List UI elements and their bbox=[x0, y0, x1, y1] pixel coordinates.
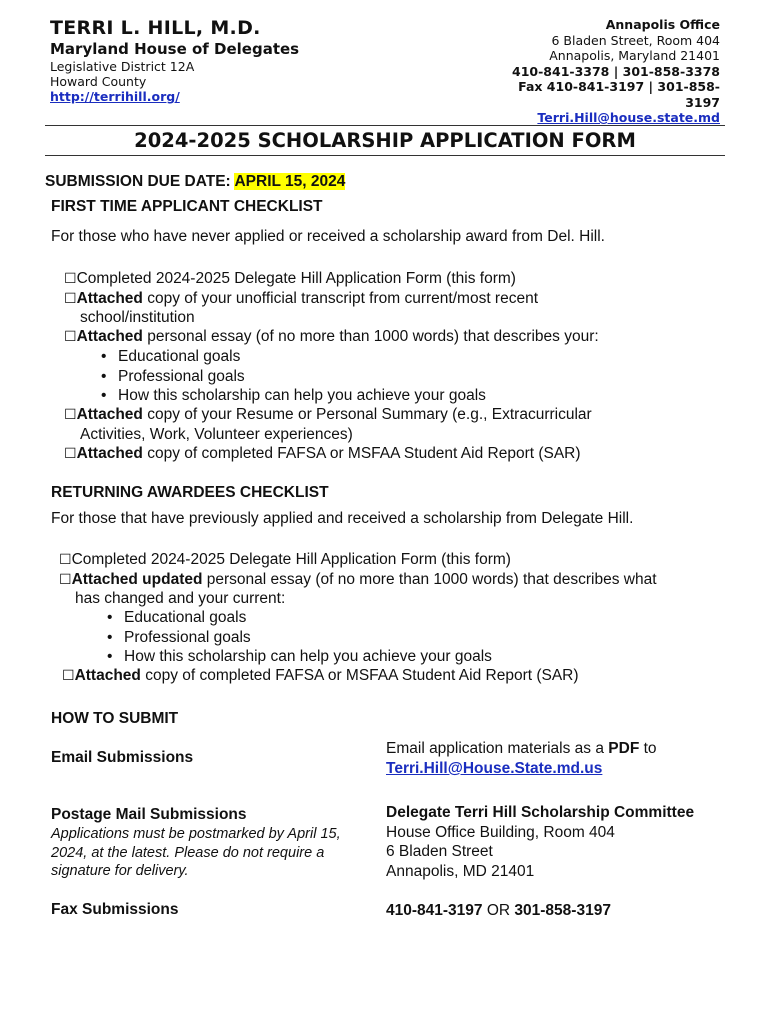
checkbox-icon[interactable]: ☐ bbox=[64, 407, 77, 423]
first-bullet-3 bbox=[101, 386, 486, 406]
checkbox-icon[interactable]: ☐ bbox=[62, 668, 75, 684]
office-address2: Annapolis, Maryland 21401 bbox=[549, 48, 720, 63]
how-to-submit-heading: HOW TO SUBMIT bbox=[51, 710, 179, 727]
postage-note-1: Applications must be postmarked by April 15, bbox=[51, 826, 341, 842]
email-submissions-label: Email Submissions bbox=[51, 749, 194, 766]
first-item-2-line2: school/institution bbox=[80, 309, 195, 326]
due-date-value: APRIL 15, 2024 bbox=[234, 173, 346, 190]
fax-number-2: 301-858-3197 bbox=[514, 902, 611, 919]
first-time-intro: For those who have never applied or received a scholarship award from Del. Hill. bbox=[51, 228, 605, 245]
first-bullet-3-text: How this scholarship can help you achieve your goals bbox=[118, 387, 486, 404]
bullet-icon: • bbox=[107, 648, 113, 665]
mail-line-3: Annapolis, MD 21401 bbox=[386, 862, 535, 880]
returning-bullet-1-text: Educational goals bbox=[124, 609, 247, 626]
email-submission-link[interactable]: Terri.Hill@House.State.md.us bbox=[386, 760, 603, 777]
checkbox-icon[interactable]: ☐ bbox=[64, 291, 77, 307]
postage-note bbox=[51, 825, 341, 881]
returning-item-1-text: Completed 2024-2025 Delegate Hill Application Form (this form) bbox=[71, 551, 511, 568]
checkbox-icon[interactable]: ☐ bbox=[59, 572, 72, 588]
first-item-4-line2: Activities, Work, Volunteer experiences) bbox=[80, 426, 353, 443]
first-item-4-text: copy of your Resume or Personal Summary (e.g., Extracurricular bbox=[142, 406, 592, 423]
returning-bullet-3 bbox=[107, 647, 492, 667]
first-bullet-1 bbox=[101, 347, 241, 367]
due-date-label: SUBMISSION DUE DATE: bbox=[45, 173, 231, 190]
header-right bbox=[490, 17, 720, 126]
first-item-3-text: personal essay (of no more than 1000 words) that describes your: bbox=[142, 328, 599, 345]
returning-item-2-text: personal essay (of no more than 1000 words) that describes what bbox=[202, 571, 657, 588]
checkbox-icon[interactable]: ☐ bbox=[64, 446, 77, 462]
mail-line-2: 6 Bladen Street bbox=[386, 843, 493, 860]
returning-item-2-bold: Attached updated bbox=[71, 571, 203, 588]
returning-item-1 bbox=[59, 550, 511, 571]
office-title: Annapolis Office bbox=[605, 17, 720, 32]
bullet-icon: • bbox=[107, 609, 113, 626]
returning-bullet-3-text: How this scholarship can help you achieve your goals bbox=[124, 648, 492, 665]
returning-bullet-2-text: Professional goals bbox=[124, 629, 251, 646]
office-address1: 6 Bladen Street, Room 404 bbox=[551, 32, 720, 48]
title-rule bbox=[45, 155, 725, 156]
fax-submissions-label: Fax Submissions bbox=[51, 901, 179, 918]
first-item-5-bold: Attached bbox=[76, 445, 143, 462]
mail-line-1: House Office Building, Room 404 bbox=[386, 823, 615, 841]
email-text-to: to bbox=[639, 740, 657, 757]
website-link[interactable]: http://terrihill.org/ bbox=[50, 89, 180, 105]
postage-note-2: 2024, at the latest. Please do not require a bbox=[51, 844, 325, 861]
first-bullet-1-text: Educational goals bbox=[118, 348, 241, 365]
checkbox-icon[interactable]: ☐ bbox=[64, 271, 77, 287]
fax-numbers bbox=[386, 901, 611, 921]
office-phones: 410-841-3378 | 301-858-3378 bbox=[512, 63, 720, 79]
fax-number-1: 410-841-3197 bbox=[386, 902, 483, 919]
returning-item-3-bold: Attached bbox=[74, 667, 141, 684]
first-item-5-text: copy of completed FAFSA or MSFAA Student Aid Report (SAR) bbox=[142, 445, 581, 462]
postage-label: Postage Mail Submissions bbox=[51, 806, 247, 823]
district: Legislative District 12A bbox=[50, 59, 195, 75]
first-item-1-text: Completed 2024-2025 Delegate Hill Application Form (this form) bbox=[76, 270, 516, 287]
returning-bullet-2 bbox=[107, 628, 251, 648]
returning-item-2 bbox=[59, 570, 657, 591]
office-fax: Fax 410-841-3197 | 301-858- bbox=[518, 79, 720, 94]
delegate-name: TERRI L. HILL, M.D. bbox=[50, 17, 261, 39]
first-item-4-bold: Attached bbox=[76, 406, 143, 423]
returning-heading: RETURNING AWARDEES CHECKLIST bbox=[51, 484, 329, 501]
returning-item-3-text: copy of completed FAFSA or MSFAA Student Aid Report (SAR) bbox=[140, 667, 579, 684]
first-item-3 bbox=[64, 327, 599, 348]
office-email-link[interactable]: Terri.Hill@house.state.md bbox=[537, 110, 720, 125]
returning-item-3 bbox=[62, 666, 579, 687]
first-item-1 bbox=[64, 269, 516, 290]
first-bullet-2-text: Professional goals bbox=[118, 368, 245, 385]
first-item-5 bbox=[64, 444, 581, 465]
postage-note-3: signature for delivery. bbox=[51, 863, 189, 879]
returning-bullet-1 bbox=[107, 608, 247, 628]
first-item-2 bbox=[64, 289, 538, 310]
bullet-icon: • bbox=[101, 348, 107, 365]
first-bullet-2 bbox=[101, 367, 245, 387]
first-time-heading: FIRST TIME APPLICANT CHECKLIST bbox=[51, 198, 323, 215]
county: Howard County bbox=[50, 74, 147, 90]
checkbox-icon[interactable]: ☐ bbox=[64, 329, 77, 345]
first-item-4 bbox=[64, 405, 592, 426]
email-pdf: PDF bbox=[608, 740, 640, 757]
due-date bbox=[45, 173, 345, 191]
house-title: Maryland House of Delegates bbox=[50, 39, 300, 58]
fax-or: OR bbox=[482, 902, 515, 919]
form-title: 2024-2025 SCHOLARSHIP APPLICATION FORM bbox=[134, 129, 636, 152]
first-item-2-text: copy of your unofficial transcript from current/most recent bbox=[142, 290, 539, 307]
email-instructions bbox=[386, 739, 657, 759]
header-rule bbox=[45, 125, 725, 126]
mail-address-block bbox=[386, 803, 694, 881]
returning-item-2-line2: has changed and your current: bbox=[75, 590, 286, 607]
header-left bbox=[50, 18, 299, 104]
first-item-2-bold: Attached bbox=[76, 290, 143, 307]
bullet-icon: • bbox=[101, 368, 107, 385]
office-fax-cont: 3197 bbox=[685, 94, 720, 110]
bullet-icon: • bbox=[101, 387, 107, 404]
bullet-icon: • bbox=[107, 629, 113, 646]
checkbox-icon[interactable]: ☐ bbox=[59, 552, 72, 568]
returning-intro: For those that have previously applied and received a scholarship from Delegate Hill. bbox=[51, 510, 634, 527]
committee-name: Delegate Terri Hill Scholarship Committee bbox=[386, 804, 695, 821]
first-item-3-bold: Attached bbox=[76, 328, 143, 345]
email-text: Email application materials as a bbox=[386, 740, 609, 757]
